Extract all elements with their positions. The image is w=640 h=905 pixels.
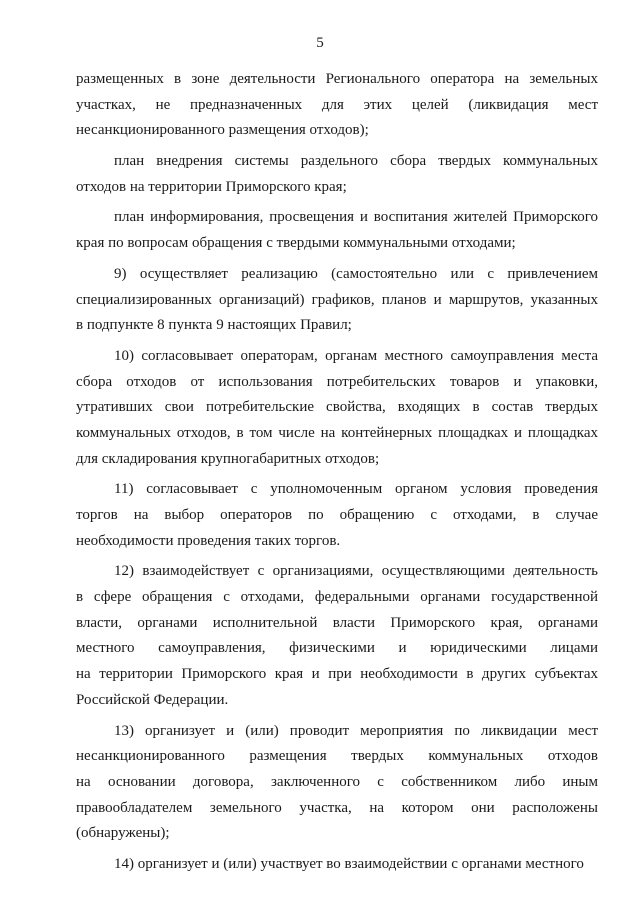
paragraph-line: отходов на территории Приморского края;	[76, 178, 347, 195]
paragraph-line: Российской Федерации.	[76, 691, 229, 708]
paragraph-line: 14) организует и (или) участвует во взаимодействии с органами местного	[114, 855, 584, 872]
paragraph	[76, 852, 598, 878]
document-body	[76, 67, 598, 878]
paragraph-line: местного самоуправления, физическими и юридическими лицами	[76, 640, 598, 657]
paragraph-line: коммунальных отходов, в том числе на контейнерных площадках и площадках	[76, 424, 598, 441]
paragraph-line: на основании договора, заключенного с собственником либо иным	[76, 773, 598, 790]
paragraph	[76, 559, 598, 713]
paragraph-line: правообладателем земельного участка, на котором они расположены	[76, 799, 598, 816]
paragraph-line: в сфере обращения с отходами, федеральными органами государственной	[76, 589, 598, 606]
paragraph	[76, 344, 598, 472]
paragraph-line: несанкционированного размещения отходов);	[76, 122, 369, 139]
paragraph	[76, 67, 598, 144]
paragraph	[76, 477, 598, 554]
paragraph-line: участках, не предназначенных для этих целей (ликвидация мест	[76, 96, 598, 113]
paragraph-line: утративших свои потребительские свойства, входящих в состав твердых	[76, 399, 598, 416]
paragraph-line: 12) взаимодействует с организациями, осуществляющими деятельность	[114, 563, 598, 580]
paragraph	[76, 262, 598, 339]
paragraph	[76, 205, 598, 256]
paragraph-line: специализированных организаций) графиков, планов и маршрутов, указанных	[76, 291, 598, 308]
paragraph-line: план информирования, просвещения и воспитания жителей Приморского	[114, 209, 598, 226]
paragraph-line: 11) согласовывает с уполномоченным органом условия проведения	[114, 481, 598, 498]
paragraph-line: (обнаружены);	[76, 825, 170, 842]
paragraph-line: несанкционированного размещения твердых коммунальных отходов	[76, 748, 598, 765]
paragraph-line: 13) организует и (или) проводит мероприятия по ликвидации мест	[114, 722, 598, 739]
paragraph-line: 9) осуществляет реализацию (самостоятельно или с привлечением	[114, 265, 598, 282]
paragraph-line: необходимости проведения таких торгов.	[76, 532, 341, 549]
paragraph	[76, 719, 598, 847]
paragraph-line: власти, органами исполнительной власти Приморского края, органами	[76, 614, 598, 631]
paragraph	[76, 149, 598, 200]
paragraph-line: план внедрения системы раздельного сбора твердых коммунальных	[114, 153, 598, 170]
paragraph-line: 10) согласовывает операторам, органам местного самоуправления места	[114, 347, 598, 364]
page-number: 5	[316, 35, 324, 51]
paragraph-line: края по вопросам обращения с твердыми коммунальными отходами;	[76, 235, 516, 252]
paragraph-line: для складирования крупногабаритных отходов;	[76, 450, 380, 467]
paragraph-line: размещенных в зоне деятельности Регионального оператора на земельных	[76, 71, 598, 87]
paragraph-line: торгов на выбор операторов по обращению с отходами, в случае	[76, 507, 598, 523]
paragraph-line: на территории Приморского края и при необходимости в других субъектах	[76, 666, 598, 683]
paragraph-line: в подпункте 8 пункта 9 настоящих Правил;	[76, 317, 352, 334]
paragraph-line: сбора отходов от использования потребительских товаров и упаковки,	[76, 373, 598, 390]
